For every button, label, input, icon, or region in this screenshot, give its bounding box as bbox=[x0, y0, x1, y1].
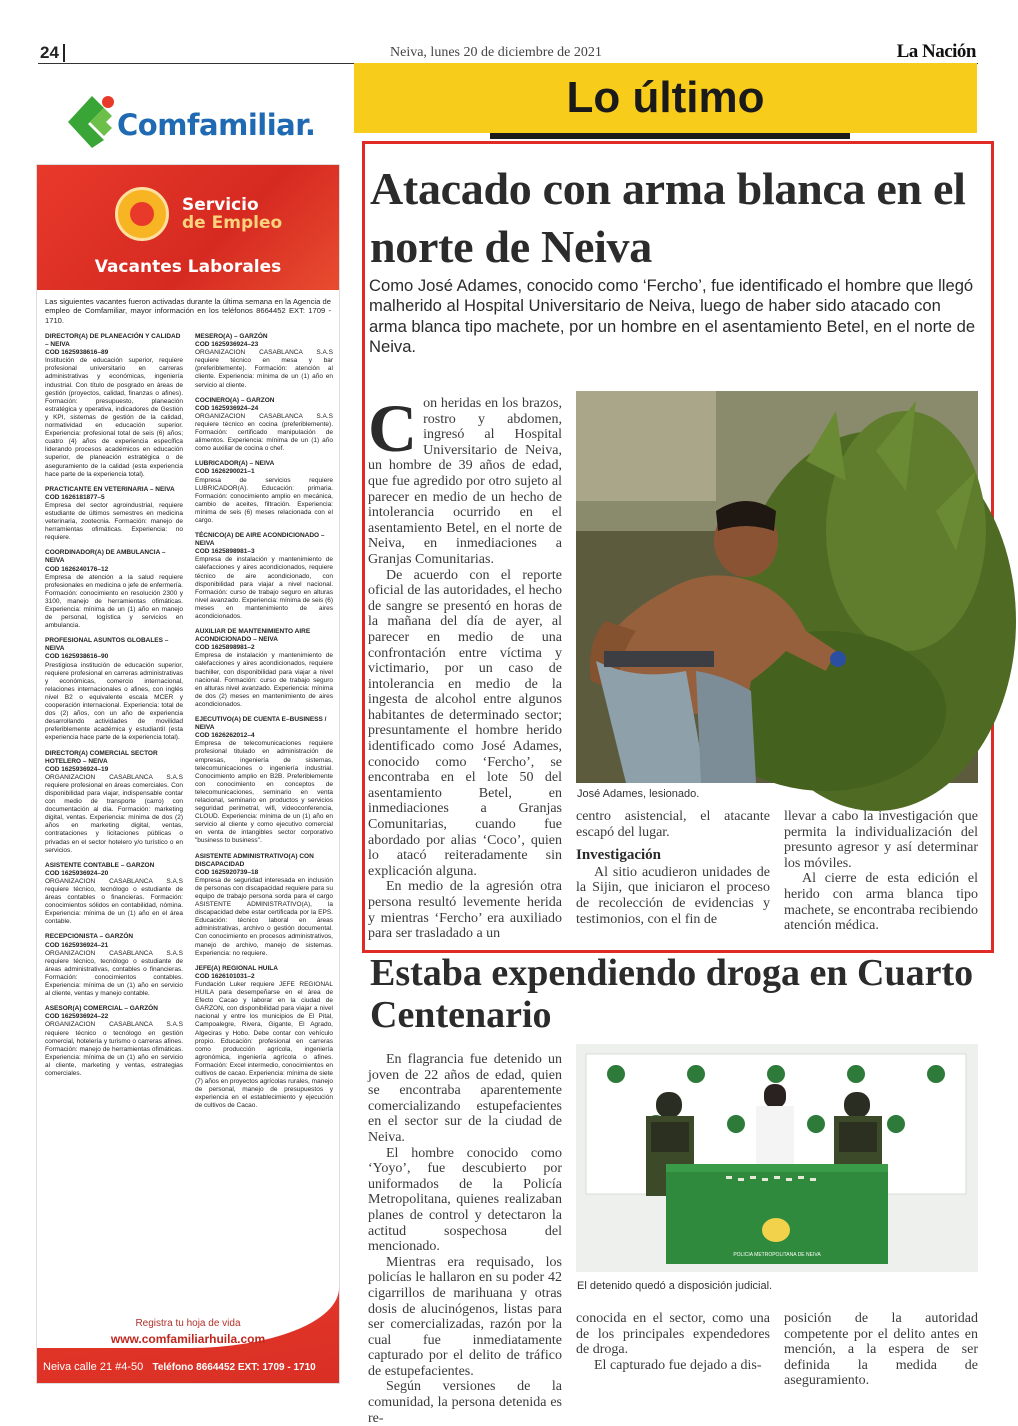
job-listing bbox=[45, 862, 183, 927]
article1-column-2 bbox=[576, 809, 770, 927]
article1-subhead: Investigación bbox=[576, 847, 662, 864]
jobs-column-1 bbox=[45, 333, 183, 1117]
job-description: Empresa de atención a la salud requiere profesionales en medicina o jefe de enfermería. Formación: conocimiento en resolución 2300 y 3100, manejo de herramientas ofimáticas. Experiencia: mínima de un (1) año en manejo de personal, logística y servicios en ambulancia. bbox=[45, 573, 183, 630]
job-description: ORGANIZACION CASABLANCA S.A.S requiere técnico en mesa y bar (preferiblemente). Formación: atención al cliente. Experiencia: mínima de un (1) año en servicio al cliente. bbox=[195, 349, 333, 389]
job-code: COD 1625936924–20 bbox=[45, 869, 109, 877]
article1-column-1 bbox=[368, 390, 562, 942]
job-listing bbox=[195, 853, 333, 958]
ad-footer bbox=[37, 1268, 339, 1383]
job-description: Empresa de servicios requiere LUBRICADOR(A). Educación: primaria. Formación: conocimiento amplio en mecánica, cambio de aceites, filtración. Experiencia: mínima de seis (6) meses relacionada con el cargo. bbox=[195, 476, 333, 524]
job-listing bbox=[195, 965, 333, 1111]
job-description: ORGANIZACION CASABLANCA S.A.S requiere técnico o tecnólogo en gestión comercial, hotelería y turismo o carreras afines. Formación: manejo de herramientas ofimáticas. Experiencia: mínima de un (1) año en servicio al cliente, marketing y ventas, estrategias comerciales. bbox=[45, 1021, 183, 1077]
article1-headline: Atacado con arma blanca en el norte de Neiva bbox=[370, 163, 966, 272]
address-text: Neiva calle 21 #4-50 bbox=[43, 1361, 144, 1373]
jobs-columns bbox=[45, 333, 333, 1117]
job-title: COORDINADOR(A) DE AMBULANCIA – NEIVA bbox=[45, 549, 166, 565]
article2-column-3 bbox=[784, 1311, 978, 1389]
article1-paragraph-2: De acuerdo con el reporte oficial de las autoridades, el hecho de sangre se presentó en horas de la mañana del día de ayer, al parecer en medio de una confrontación entre víctima y victimario, por un caso de intolerancia en medio de la ingesta de alcohol entre algunos habitantes de determinado sector; presuntamente el hombre herido identificado como José Adames, conocido como ‘Fercho’, se encontraba en el lote 50 del asentamiento Betel, en inmediaciones a Granjas Comunitarias, cuando fue abordado por alias ‘Coco’, quien lo atacó reiteradamente sin explicación alguna. bbox=[368, 567, 562, 879]
service-label-1: Servicio bbox=[182, 195, 259, 215]
job-title: DIRECTOR(A) DE PLANEACIÓN Y CALIDAD – NEIVA bbox=[45, 333, 181, 349]
job-description: Empresa de instalación y mantenimiento de calefacciones y aires acondicionados, requiere bachiller, con disponibilidad para viajar a nivel nacional. Formación: curso de trabajo seguro en alturas nivel avanzado. Experiencia: mínima de dos (2) meses en mantenimiento de aires acondicionados. bbox=[195, 652, 333, 708]
article2-paragraph-3: Mientras era requisado, los policías le hallaron en su poder 42 cigarrillos de marihuana y otras dosis de alucinógenos, listas para ser comercializadas, razón por la cual fue inmediatamente capturado por el delito de tráfico de estupefacientes. bbox=[368, 1254, 562, 1379]
ad-address bbox=[43, 1361, 335, 1373]
job-listing bbox=[45, 933, 183, 998]
section-underline bbox=[490, 133, 850, 139]
job-description: ORGANIZACION CASABLANCA S.A.S requiere profesional en áreas comerciales. Con disponibilidad para viajar, indispensable contar con medio de transporte (carro) con documentación al día. Formación: marketing digital, ventas. Experiencia: mínima de dos (2) años en marketing digital, ventas, contrataciones y licitaciones públicas o privadas en el sector hotelero y/o turístico o en servicios. bbox=[45, 773, 183, 854]
page-number-divider bbox=[63, 44, 65, 62]
job-vacancies-ad bbox=[36, 164, 340, 1384]
article2-paragraph-5: conocida en el sector, como una de los principales expendedores de droga. bbox=[576, 1311, 770, 1358]
job-description: ORGANIZACION CASABLANCA S.A.S requiere técnico, tecnólogo o estudiante de áreas contables o financieras. Formación: conocimientos sólidos en contabilidad, nómina. Experiencia: mínima de un (1) año en el área contable. bbox=[45, 877, 183, 926]
job-title: MESERO(A) – GARZÓN bbox=[195, 333, 268, 340]
page-number: 24 bbox=[40, 43, 59, 62]
job-title: JEFE(A) REGIONAL HUILA bbox=[195, 964, 278, 972]
service-label-2: de Empleo bbox=[182, 213, 283, 233]
job-code: COD 1625898981–2 bbox=[195, 644, 255, 652]
job-title: PRACTICANTE EN VETERINARIA – NEIVA bbox=[45, 485, 175, 493]
job-description: Empresa del sector agroindustrial, requiere estudiante de últimos semestres en medicina veterinaria, zootecnia. Formación: manejo de herramientas ofimáticas. Experiencia: no requiere. bbox=[45, 501, 183, 542]
brand-name: Comfamiliar. bbox=[117, 108, 316, 142]
job-description: Fundación Luker requiere JEFE REGIONAL HUILA para desempeñarse en el área de Efecto Cacao y laborar en la ciudad de GARZON, con disponibilidad para viajar a nivel nacional y entre los municipios de El Pital, Campoalegre, Rivera, Gigante, El Agrado, Algeciras y Hobo. Debe contar con vehículo propio. Educación: profesional en carreras como producción agrícola, ingeniería agronómica, ingeniería agrícola o afines. Formación: Excel intermedio, conocimientos en cultivos de cacao. Experiencia: mínima de siete (7) años en proyectos agrícolas rurales, manejo de personal, manejo de presupuestos y experiencia en el establecimiento y ejecución de cultivos de Cacao. bbox=[195, 980, 333, 1110]
job-listing bbox=[45, 637, 183, 742]
job-title: RECEPCIONISTA – GARZÓN bbox=[45, 933, 134, 941]
job-code: COD 1626240176–12 bbox=[45, 565, 109, 573]
job-code: COD 1625936924–21 bbox=[45, 941, 109, 949]
job-code: COD 1626262012–4 bbox=[195, 732, 255, 740]
dateline: Neiva, lunes 20 de diciembre de 2021 bbox=[390, 45, 602, 60]
article1-column-3 bbox=[784, 809, 978, 934]
job-title: ASISTENTE ADMINISTRATIVO(A) CON DISCAPACIDAD bbox=[195, 852, 314, 868]
job-description: Empresa de seguridad interesada en inclusión de personas con discapacidad requiere para su equipo de trabajo persona sorda para el cargo ASISTENTE ADMINISTRATIVO(A), la discapacidad debe estar certificada por la EPS. Educación: técnico laboral en áreas administrativas, archivo o gestión documental. Con conocimiento en procesos administrativos, manejo de archivo, manejo de sistemas. Experiencia: no requiere. bbox=[195, 876, 333, 957]
article1-paragraph-4: centro asistencial, el atacante escapó del lugar. bbox=[576, 809, 770, 840]
job-listing bbox=[45, 333, 183, 479]
job-listing bbox=[195, 628, 333, 709]
drop-cap: C bbox=[368, 390, 418, 466]
job-listing bbox=[45, 486, 183, 543]
job-description: Empresa de instalación y mantenimiento de calefacciones y aires acondicionados, requiere técnico de aire acondicionado, con disponibilidad para viajar a nivel nacional. Formación: curso de trabajo seguro en alturas nivel avanzado. Experiencia: mínima de seis (6) meses en mantenimiento de aires acondicionados. bbox=[195, 556, 334, 620]
job-code: COD 1625936924–19 bbox=[45, 765, 109, 773]
section-title: Lo último bbox=[566, 73, 765, 122]
job-title: COCINERO(A) – GARZON bbox=[195, 396, 275, 404]
service-badge-icon bbox=[115, 187, 169, 241]
job-title: ASISTENTE CONTABLE – GARZON bbox=[45, 861, 155, 869]
job-title: PROFESIONAL ASUNTOS GLOBALES – NEIVA bbox=[45, 637, 169, 653]
ad-intro: Las siguientes vacantes fueron activadas durante la última semana en la Agencia de empleo de Comfamiliar, mayor información en los teléfonos 8664452 EXT: 1709 - 1710. bbox=[45, 297, 331, 325]
job-description: Empresa de telecomunicaciones requiere profesional titulado en administración de empresas, ingeniería de sistemas, telecomunicaciones o ingeniería industrial. Conocimiento amplio en B2B. Preferiblemente con conocimiento en conceptos de telecomunicaciones, seminario en venta relacional, seminario en productos y servicios seguridad perimetral, wifi, videoconferencia, CLOUD. Experiencia: mínima de un (1) año en servicio al cliente y como ejecutivo comercial en venta de intangibles sector corporativo "business to business". bbox=[195, 740, 333, 845]
job-title: AUXILIAR DE MANTENIMIENTO AIRE ACONDICIONADO – NEIVA bbox=[195, 628, 311, 644]
job-listing bbox=[195, 460, 333, 525]
job-description: Institución de educación superior, requiere profesional universitario en carreras administrativas y económicas, ingeniería industrial. Con título de posgrado en áreas de gestión (proyectos, calidad, finanzas o afines). Formación: presupuesto, planeación estratégica y operativa, indicadores de Gestión y KPI, sistemas de gestión de la calidad, normatividad en educación superior. Experiencia: profesional total de seis (6) años; cuatro (4) años de experiencia específica liderando procesos académicos en educación superior, de planeación estratégica o de aseguramiento de la calidad (esta experiencia hace parte de la experiencia total). bbox=[45, 357, 183, 478]
job-description: Prestigiosa institución de educación superior, requiere profesional en carreras administrativas y económicas, comercio internacional, relaciones internacionales o afines, con inglés nivel B2 o equivalente escala MCER y cooperación internacional. Experiencia: total de dos (2) años, con un año de experiencia desarrollando actividades de movilidad preferiblemente académica y estudiantil (esta experiencia hace parte de la experiencia total). bbox=[45, 661, 183, 742]
article1-paragraph-6: llevar a cabo la investigación que permita la individualización del presunto agresor y así determinar los móviles. bbox=[784, 809, 978, 871]
website-link[interactable]: www.comfamiliarhuila.com bbox=[110, 1332, 266, 1346]
job-title: TÉCNICO(A) DE AIRE ACONDICIONADO – NEIVA bbox=[195, 532, 325, 548]
job-title: EJECUTIVO(A) DE CUENTA E–BUSINESS / NEIVA bbox=[195, 716, 327, 732]
article2-paragraph-1: En flagrancia fue detenido un joven de 22 años de edad, quien se encontraba aparentemente comercializando estupefacientes en el sector sur de la ciudad de Neiva. bbox=[368, 1052, 562, 1145]
job-code: COD 1625898981–3 bbox=[195, 548, 255, 556]
job-code: COD 1625938616–90 bbox=[45, 653, 109, 661]
article2-paragraph-4: Según versiones de la comunidad, la persona detenida es re- bbox=[368, 1379, 562, 1426]
job-description: ORGANIZACION CASABLANCA S.A.S requiere técnico en cocina (preferiblemente). Formación: certificado manipulación de alimentos. Experiencia: mínima de un (1) año como auxiliar de cocina o chef. bbox=[195, 412, 333, 453]
article2-headline: Estaba expendiendo droga en Cuarto Centenario bbox=[370, 952, 974, 1036]
job-title: ASESOR(A) COMERCIAL – GARZÓN bbox=[45, 1005, 158, 1013]
ad-header bbox=[37, 165, 339, 290]
article1-paragraph-3: En medio de la agresión otra persona resultó levemente herida y mientras ‘Fercho’ era auxiliado para ser trasladado a un bbox=[368, 879, 562, 942]
job-title: DIRECTOR(A) COMERCIAL SECTOR HOTELERO – NEIVA bbox=[45, 749, 158, 765]
article2-column-1 bbox=[368, 1052, 562, 1426]
masthead: La Nación bbox=[896, 41, 976, 62]
job-listing bbox=[195, 716, 333, 846]
job-code: COD 1625936924–23 bbox=[195, 341, 259, 349]
register-cta: Registra tu hoja de vida bbox=[135, 1318, 241, 1329]
job-title: LUBRICADOR(A) – NEIVA bbox=[195, 460, 275, 468]
job-code: COD 1625938616–89 bbox=[45, 349, 109, 357]
job-description: ORGANIZACION CASABLANCA S.A.S requiere técnico, tecnólogo o estudiante de áreas administrativas, contables o financieras. Formación: conocimientos contables. Experiencia: mínima de un (1) año en servicio al cliente, ventas y manejo contable. bbox=[45, 949, 183, 998]
job-code: COD 1625920739–18 bbox=[195, 868, 259, 876]
job-code: COD 1626101031–2 bbox=[195, 972, 255, 980]
job-code: COD 1626290021–1 bbox=[195, 468, 255, 476]
article1-paragraph-5: Al sitio acudieron unidades de la Sijin, que iniciaron el proceso de recolección de evidencias y testimonios, con el fin de bbox=[576, 864, 770, 927]
injured-man-photo bbox=[576, 391, 978, 783]
article1-paragraph-1: on heridas en los brazos, rostro y abdomen, ingresó al Hospital Universitario de Neiva, un hombre de 39 años de edad, que fue agredido por otro sujeto al parecer en medio de un hecho de intolerancia ocurrido en el asentamiento Betel, en el norte de Neiva, en inmediaciones a Granjas Comunitarias. bbox=[368, 396, 562, 567]
job-code: COD 1625936924–24 bbox=[195, 404, 259, 412]
article2-paragraph-6: El capturado fue dejado a dis- bbox=[594, 1357, 762, 1373]
job-code: COD 1626181877–5 bbox=[45, 493, 105, 501]
police-banner-text: POLICIA METROPOLITANA DE NEIVA bbox=[733, 1252, 821, 1258]
vacancies-title: Vacantes Laborales bbox=[94, 257, 282, 277]
phone-text: Teléfono 8664452 EXT: 1709 - 1710 bbox=[152, 1362, 316, 1373]
job-listing bbox=[45, 750, 183, 855]
job-code: COD 1625936924–22 bbox=[45, 1013, 109, 1021]
job-listing bbox=[195, 333, 333, 390]
arrest-photo bbox=[576, 1044, 978, 1272]
job-listing bbox=[45, 1005, 183, 1078]
article2-paragraph-7: posición de la autoridad competente por el delito antes en mención, a la espera de ser definida la medida de aseguramiento. bbox=[784, 1311, 978, 1389]
article1-paragraph-7: Al cierre de esta edición el herido con arma blanca tipo machete, se encontraba recibiendo atención médica. bbox=[784, 871, 978, 934]
job-listing bbox=[195, 397, 333, 454]
article1-caption: José Adames, lesionado. bbox=[577, 788, 700, 800]
article2-paragraph-2: El hombre conocido como ‘Yoyo’, fue descubierto por uniformados de la Policía Metropolitana, quienes realizaban planes de control y detectaron la actitud sospechosa del mencionado. bbox=[368, 1145, 562, 1255]
job-listing bbox=[45, 549, 183, 630]
arrest-photo-image bbox=[576, 1044, 978, 1272]
section-banner bbox=[354, 63, 977, 133]
job-listing bbox=[195, 532, 333, 621]
article2-caption: El detenido quedó a disposición judicial. bbox=[577, 1280, 773, 1292]
article2-column-2 bbox=[576, 1311, 770, 1373]
article1-lede: Como José Adames, conocido como ‘Fercho’, fue identificado el hombre que llegó malherido al Hospital Universitario de Neiva, luego de haber sido atacado con arma blanca tipo machete, por un hombre en el asentamiento Betel, en el norte de Neiva. bbox=[369, 276, 976, 357]
jobs-column-2 bbox=[195, 333, 333, 1117]
